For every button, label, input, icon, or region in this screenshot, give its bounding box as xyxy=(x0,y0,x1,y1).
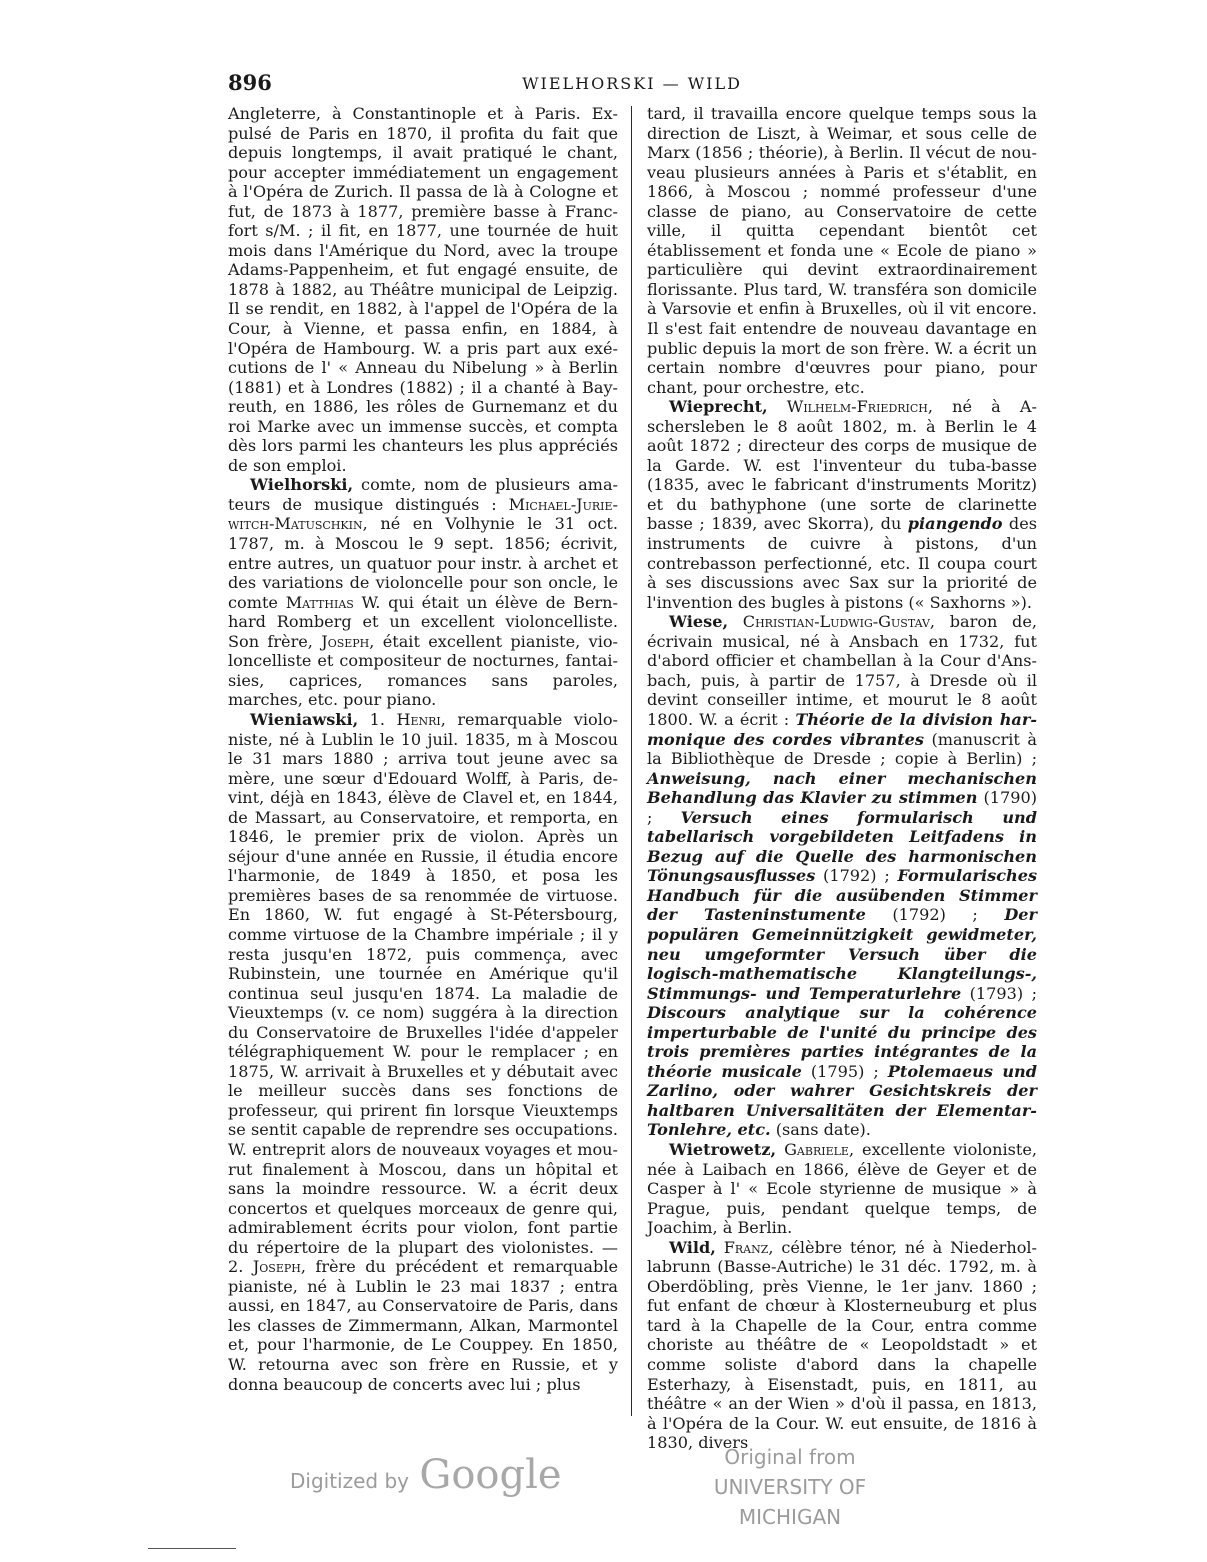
body-text: 1. xyxy=(358,709,397,729)
work-title: piangendo xyxy=(907,514,1003,534)
body-text xyxy=(716,1238,724,1257)
work-title: Théorie de la division harmonique des cordes vibrantes xyxy=(647,709,1037,749)
body-text: des instruments de cuivre à pistons, d'un contrebasson perfectionné, etc. Il coupa court à ses discussions avec Sax sur la priorité de l'invention des bugles à pistons (« Saxhorns »). xyxy=(647,514,1037,612)
entry-headword: Wiese, xyxy=(669,612,729,632)
body-text xyxy=(728,612,743,631)
body-text: (1792) ; xyxy=(815,866,898,886)
person-name: Matthias xyxy=(285,592,354,612)
work-title: Versuch eines formularisch und tabellarisch vorgebildeten Leitfadens in Bezug auf die Quelle des harmonischen Tönungsausflusses xyxy=(647,807,1037,886)
dictionary-entry xyxy=(228,710,618,1394)
corner-rule xyxy=(148,1548,236,1549)
continued-paragraph xyxy=(228,104,618,475)
body-text: , frère du précédent et remarquable pianiste, né à Lublin le 23 mai 1837 ; entra aussi, en 1847, au Conservatoire de Paris, dans les classes de Zimmermann, Alkan, Marmontel et, pour l'harmonie, de Le Couppey. En 1850, W. retourna avec son frère en Russie, et y donna beaucoup de concerts avec lui ; plus xyxy=(228,1257,618,1394)
body-text xyxy=(768,397,787,416)
work-title: Discours analytique sur la cohérence imperturbable de l'unité du principe des trois premières parties intégrantes de la théorie musicale xyxy=(647,1003,1037,1081)
person-name: Christian-Ludwig-Gustav xyxy=(742,612,930,632)
right-column xyxy=(647,104,1037,1453)
body-text: (1790) ; xyxy=(647,788,1037,827)
running-head: WIELHORSKI — WILD xyxy=(522,74,742,93)
dictionary-entry xyxy=(647,612,1037,1140)
dictionary-entry xyxy=(647,1140,1037,1238)
dictionary-entry xyxy=(647,397,1037,612)
body-text: , baron de, écrivain musical, né à Ansbach en 1732, fut d'abord officier et chambellan à la Cour d'Ansbach, puis, à partir de 1757, à Dresde où il devint conseiller intime, et mourut le 8 août 1800. W. a écrit : xyxy=(647,612,1038,729)
dictionary-entry xyxy=(228,475,618,710)
body-text: tard, il travailla encore quelque temps sous la direction de Liszt, à Weimar, et sous celle de Marx (1856 ; théorie), à Berlin. Il vécut de nouveau plusieurs années à Paris et s'établit, en 1866, à Moscou ; nommé professeur d'une classe de piano, au Conservatoire de cette ville, il quitta cependant bientôt cet établissement et fonda une « Ecole de piano » particulière qui devint extraordinairement florissante. Plus tard, W. transféra son domicile à Varsovie et enfin à Bruxelles, où il vit encore. Il s'est fait entendre de nouveau davantage en public depuis la mort de son frère. W. a écrit un certain nombre d'œuvres pour piano, pour chant, pour orchestre, etc. xyxy=(647,104,1037,397)
body-text: , célèbre ténor, né à Niederhollabrunn (Basse-Autriche) le 31 déc. 1792, m. à Oberdöbling, près Vienne, le 1er janv. 1860 ; fut enfant de chœur à Klosterneuburg et plus tard à la Chapelle de la Cour, entra comme choriste au théâtre de « Leopoldstadt » et comme soliste d'abord dans la chapelle Esterhazy, à Eisenstadt, puis, en 1811, au théâtre « an der Wien » d'où il passa, en 1813, à l'Opéra de la Cour. W. eut ensuite, de 1816 à 1830, divers xyxy=(647,1237,1037,1453)
body-text: , excellente violoniste, née à Laibach en 1866, élève de Geyer et de Casper à l' « Ecole styrienne de musique » à Prague, puis, pendant quelque temps, de Joachim, à Berlin. xyxy=(647,1139,1037,1238)
entry-headword: Wieniawski, xyxy=(250,709,359,729)
work-title: Anweisung, nach einer mechanischen Behandlung das Klavier zu stimmen xyxy=(647,768,1037,808)
person-name: Franz xyxy=(723,1237,769,1257)
work-title: Formularisches Handbuch für die ausübenden Stimmer der Tasteninstumente xyxy=(647,866,1037,925)
person-name: Joseph xyxy=(321,631,370,651)
entry-headword: Wielhorski, xyxy=(250,475,354,495)
body-text: (sans date). xyxy=(770,1120,871,1140)
institution-label: UNIVERSITY OF MICHIGAN xyxy=(713,1475,867,1529)
body-text: W. qui était un élève de Bernhard Romberg et un excellent violoncelliste. Son frère, xyxy=(228,592,618,651)
work-title: Der populären Gemeinnützigkeit gewidmeter, neu umgeformter Versuch über die logisch-mathematische Klangteilungs-, Stimmungs- und Temperaturlehre xyxy=(647,905,1037,1003)
body-text: (1795) ; xyxy=(801,1061,888,1081)
google-watermark xyxy=(290,1452,562,1498)
person-name: Wilhelm-Friedrich xyxy=(786,397,928,417)
body-text: (1793) ; xyxy=(961,983,1037,1003)
body-text: (1792) ; xyxy=(865,905,1005,925)
original-from-label: Original from xyxy=(724,1445,856,1469)
person-name: Gabriele xyxy=(784,1139,849,1159)
left-column xyxy=(228,104,618,1394)
dictionary-entry xyxy=(647,1238,1037,1453)
body-text: , était excellent pianiste, violoncelliste et compositeur de nocturnes, fantaisies, caprices, romances sans paroles, marches, etc. pour piano. xyxy=(228,631,618,710)
column-divider xyxy=(631,106,632,1416)
body-text: Angleterre, à Constantinople et à Paris. Expulsé de Paris en 1870, il profita du fait que depuis longtemps, il avait pratiqué le chant, pour accepter immédiatement un engagement à l'Opéra de Zurich. Il passa de là à Cologne et fut, de 1873 à 1877, première basse à Francfort s/M. ; il fit, en 1877, une tournée de huit mois dans l'Amérique du Nord, avec la troupe Adams-Pappenheim, et fut engagé ensuite, de 1878 à 1882, au Théâtre municipal de Leipzig. Il se rendit, en 1882, à l'appel de l'Opéra de la Cour, à Vienne, et passa enfin, en 1884, à l'Opéra de Hambourg. W. a pris part aux exécutions de l' « Anneau du Nibelung » à Berlin (1881) et à Londres (1882) ; il a chanté à Bayreuth, en 1886, les rôles de Gurnemanz et du roi Marke avec un immense succès, et compta dès lors parmi les chanteurs les plus appréciés de son emploi. xyxy=(228,104,618,475)
body-text: , né à Aschersleben le 8 août 1802, m. à Berlin le 4 août 1872 ; directeur des corps de musique de la Garde. W. est l'inventeur du tuba-basse (1835, avec le fabricant d'instruments Moritz) et du bathyphone (une sorte de clarinette basse ; 1839, avec Skorra), du xyxy=(647,397,1037,534)
body-text: , né en Volhynie le 31 oct. 1787, m. à Moscou le 9 sept. 1856; écrivit, entre autres, un quatuor pour instr. à archet et des variations de violoncelle pour son oncle, le comte xyxy=(228,514,618,612)
page-number: 896 xyxy=(228,70,272,95)
work-title: Ptolemaeus und Zarlino, oder wahrer Gesichtskreis der haltbaren Universalitäten der Elementar-Tonlehre, etc. xyxy=(647,1061,1038,1140)
person-name: Joseph xyxy=(252,1257,301,1277)
body-text: comte, nom de plusieurs amateurs de musique distingués : xyxy=(228,475,618,514)
entry-headword: Wietrowetz, xyxy=(669,1139,777,1159)
google-logo: Google xyxy=(419,1452,562,1498)
continued-paragraph xyxy=(647,104,1037,397)
digitization-footer xyxy=(0,1440,1207,1529)
person-name: Henri xyxy=(396,709,441,729)
entry-headword: Wieprecht, xyxy=(669,397,768,417)
body-text: (manuscrit à la Bibliothèque de Dresde ; copie à Berlin) ; xyxy=(647,729,1037,769)
body-text: , remarquable violoniste, né à Lublin le 10 juil. 1835, m à Moscou le 31 mars 1880 ; arriva tout jeune avec sa mère, une sœur d'Edouard Wolff, à Paris, devint, déjà en 1843, élève de Clavel et, en 1844, de Massart, au Conservatoire, et remporta, en 1846, le premier prix de violon. Après un séjour d'une année en Russie, il étudia encore l'harmonie, de 1849 à 1850, et posa les premières bases de sa renommée de virtuose. En 1860, W. fut engagé à St-Pétersbourg, comme virtuose de la Chambre impériale ; il y resta jusqu'en 1872, puis commença, avec Rubinstein, une tournée en Amérique qu'il continua seul jusqu'en 1874. La maladie de Vieuxtemps (v. ce nom) suggéra à la direction du Conservatoire de Bruxelles l'idée d'appeler télégraphiquement W. pour le remplacer ; en 1875, W. arrivait à Bruxelles et y débutait avec le meilleur succès dans ses fonctions de professeur, qui prirent fin lorsque Vieuxtemps se sentit capable de reprendre ses occupations. W. entreprit alors de nouveaux voyages et mourut finalement à Moscou, dans un hôpital et sans la moindre ressource. W. a écrit deux concertos et quelques morceaux de genre qui, admirablement écrits pour violon, font partie du répertoire de la plupart des violonistes. — 2. xyxy=(228,709,618,1277)
page-header xyxy=(228,70,1036,104)
source-watermark xyxy=(665,1442,915,1532)
person-name: Michael-Juriewitch-Matuschkin xyxy=(228,494,618,534)
body-text xyxy=(776,1140,784,1159)
digitized-by-label: Digitized by xyxy=(290,1469,409,1493)
entry-headword: Wild, xyxy=(669,1237,716,1257)
